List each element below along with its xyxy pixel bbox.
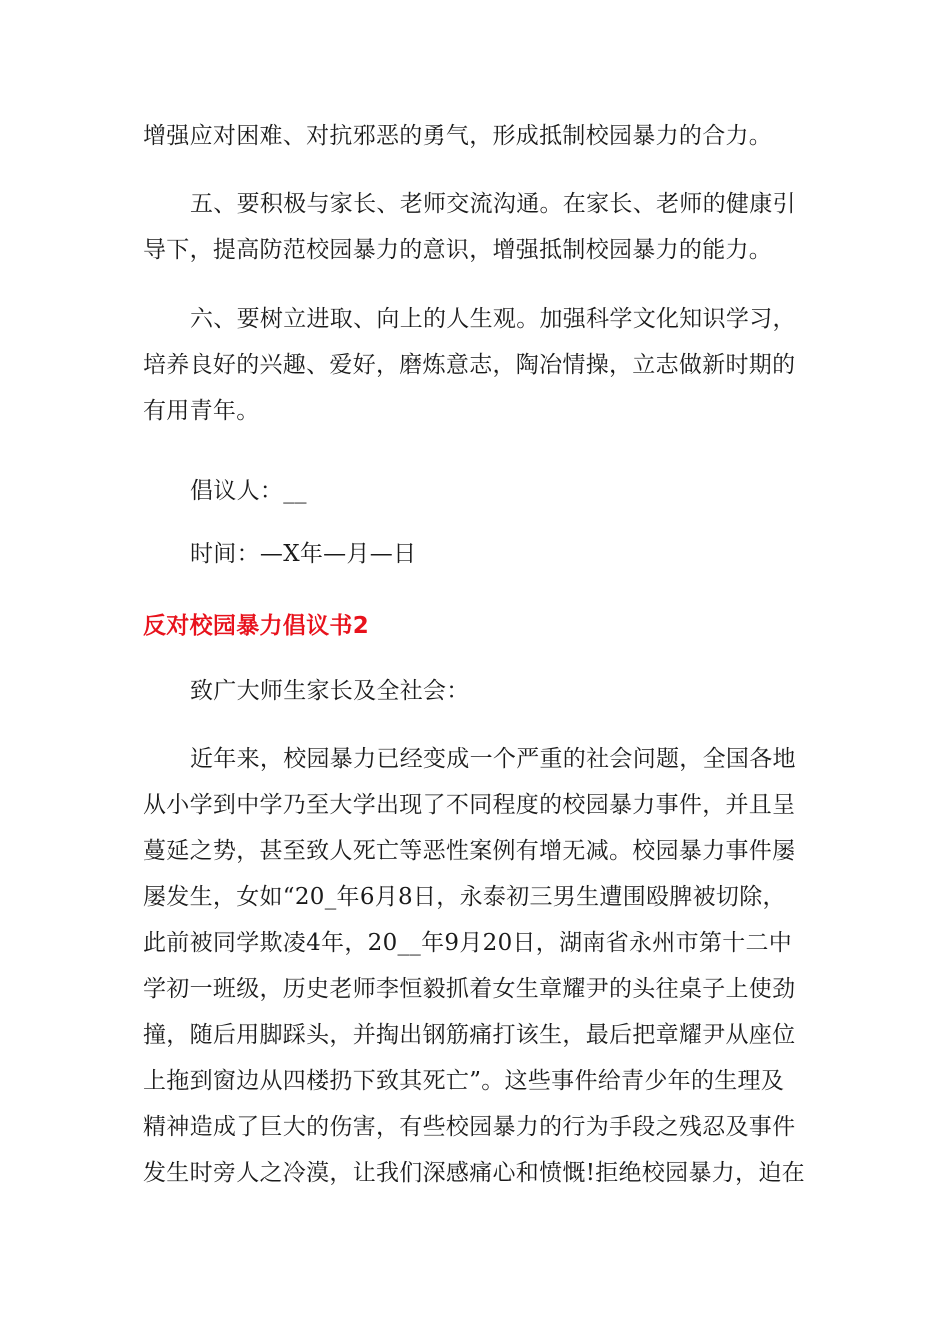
paragraph-2-line: 导下，提高防范校园暴力的意识，增强抵制校园暴力的能力。 xyxy=(143,237,773,263)
paragraph-1-line: 增强应对困难、对抗邪恶的勇气，形成抵制校园暴力的合力。 xyxy=(143,123,773,149)
body-paragraph xyxy=(143,736,823,1196)
body-line: 近年来，校园暴力已经变成一个严重的社会问题，全国各地 xyxy=(190,746,796,772)
body-line: 屡发生，女如“20_年6月8日，永泰初三男生遭围殴脾被切除， xyxy=(143,884,786,910)
paragraph-1 xyxy=(143,113,823,159)
paragraph-3-line: 六、要树立进取、向上的人生观。加强科学文化知识学习， xyxy=(190,306,796,332)
body-line: 发生时旁人之冷漠，让我们深感痛心和愤慨!拒绝校园暴力，迫在 xyxy=(143,1160,805,1186)
date-text: 时间：—X年—月—日 xyxy=(190,541,417,567)
body-line: 精神造成了巨大的伤害，有些校园暴力的行为手段之残忍及事件 xyxy=(143,1114,796,1140)
paragraph-3 xyxy=(143,296,823,434)
paragraph-3-line: 培养良好的兴趣、爱好，磨炼意志，陶冶情操，立志做新时期的 xyxy=(143,352,796,378)
salutation-text: 致广大师生家长及全社会： xyxy=(190,678,470,704)
body-line: 蔓延之势，甚至致人死亡等恶性案例有增无减。校园暴力事件屡 xyxy=(143,838,796,864)
body-line: 上拖到窗边从四楼扔下致其死亡”。这些事件给青少年的生理及 xyxy=(143,1068,785,1094)
signature-text: 倡议人：__ xyxy=(190,478,307,504)
paragraph-2-line: 五、要积极与家长、老师交流沟通。在家长、老师的健康引 xyxy=(190,191,796,217)
paragraph-3-line: 有用青年。 xyxy=(143,398,260,424)
date-line xyxy=(143,531,823,577)
paragraph-2 xyxy=(143,181,823,273)
body-line: 学初一班级，历史老师李恒毅抓着女生章耀尹的头往桌子上使劲 xyxy=(143,976,796,1002)
signature-line xyxy=(143,468,823,514)
section-heading: 反对校园暴力倡议书2 xyxy=(143,613,370,639)
body-line: 从小学到中学乃至大学出现了不同程度的校园暴力事件，并且呈 xyxy=(143,792,796,818)
body-line: 此前被同学欺凌4年，20__年9月20日，湖南省永州市第十二中 xyxy=(143,930,793,956)
body-line: 撞，随后用脚踩头，并掏出钢筋痛打该生，最后把章耀尹从座位 xyxy=(143,1022,796,1048)
salutation xyxy=(143,668,823,714)
